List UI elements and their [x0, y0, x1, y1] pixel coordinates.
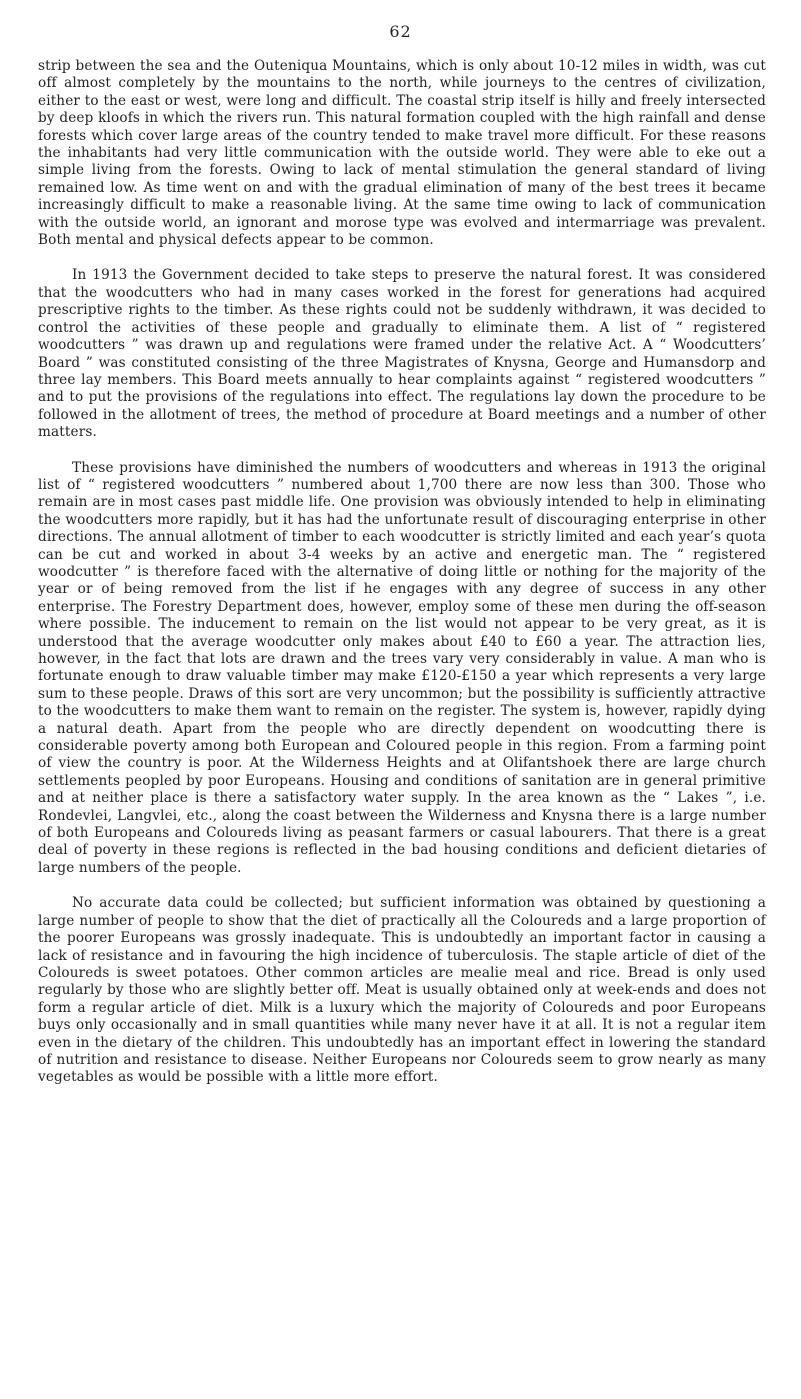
- paragraph-continuation: strip between the sea and the Outeniqua Mountains, which is only about 10-12 miles in width, was cut off almost completely by the mountains to the north, while journeys to the centres of civilization, either to the east or west, were long and difficult. The coastal strip itself is hilly and freely intersected by deep kloofs in which the rivers run. This natural formation coupled with the high rainfall and dense forests which cover large areas of the country tended to make travel more difficult. For these reasons the inhabitants had very little communication with the outside world. They were able to eke out a simple living from the forests. Owing to lack of mental stimulation the general standard of living remained low. As time went on and with the gradual elimination of many of the best trees it became increasingly difficult to make a reasonable living. At the same time owing to lack of communication with the outside world, an ignorant and morose type was evolved and intermarriage was prevalent. Both mental and physical defects appear to be common.: [38, 58, 766, 249]
- paragraph-diet: No accurate data could be collected; but sufficient information was obtained by questioning a large number of people to show that the diet of practically all the Coloureds and a large proportion of the poorer Europeans was grossly inadequate. This is undoubtedly an important factor in causing a lack of resistance and in favouring the high incidence of tuberculosis. The staple article of diet of the Coloureds is sweet potatoes. Other common articles are mealie meal and rice. Bread is only used regularly by those who are slightly better off. Meat is usually obtained only at week-ends and does not form a regular article of diet. Milk is a luxury which the majority of Coloureds and poor Europeans buys only occasionally and in small quantities while many never have it at all. It is not a regular item even in the dietary of the children. This undoubtedly has an important effect in lowering the standard of nutrition and resistance to disease. Neither Europeans nor Coloureds seem to grow nearly as many vegetables as would be possible with a little more effort.: [38, 895, 766, 1086]
- paragraph-woodcutter-provisions: These provisions have diminished the numbers of woodcutters and whereas in 1913 the original list of “ registered woodcutters ” numbered about 1,700 there are now less than 300. Those who remain are in most cases past middle life. One provision was obviously intended to help in eliminating the woodcutters more rapidly, but it has had the unfortunate result of discouraging enterprise in other directions. The annual allotment of timber to each woodcutter is strictly limited and each year’s quota can be cut and worked in about 3-4 weeks by an active and energetic man. The “ registered woodcutter ” is therefore faced with the alternative of doing little or nothing for the majority of the year or of being removed from the list if he engages with any degree of success in any other enterprise. The Forestry Department does, however, employ some of these men during the off-season where possible. The inducement to remain on the list would not appear to be very great, as it is understood that the average woodcutter only makes about £40 to £60 a year. The attraction lies, however, in the fact that lots are drawn and the trees vary very considerably in value. A man who is fortunate enough to draw valuable timber may make £120-£150 a year which represents a very large sum to these people. Draws of this sort are very uncommon; but the possibility is sufficiently attractive to the woodcutters to make them want to remain on the register. The system is, however, rapidly dying a natural death. Apart from the people who are directly dependent on woodcutting there is considerable poverty among both European and Coloured people in this region. From a farming point of view the country is poor. At the Wilderness Heights and at Olifantshoek there are large church settlements peopled by poor Europeans. Housing and conditions of sanitation are in general primitive and at neither place is there a satisfactory water supply. In the area known as the “ Lakes ”, i.e. Rondevlei, Langvlei, etc., along the coast between the Wilderness and Knysna there is a large number of both Europeans and Coloureds living as peasant farmers or casual labourers. That there is a great deal of poverty in these regions is reflected in the bad housing conditions and deficient dietaries of large numbers of the people.: [38, 459, 766, 876]
- paragraph-forest-preservation: In 1913 the Government decided to take steps to preserve the natural forest. It was considered that the woodcutters who had in many cases worked in the forest for generations had acquired prescriptive rights to the timber. As these rights could not be suddenly withdrawn, it was decided to control the activities of these people and gradually to eliminate them. A list of “ registered woodcutters ” was drawn up and regulations were framed under the relative Act. A “ Woodcutters’ Board ” was constituted consisting of the three Magistrates of Knysna, George and Humansdorp and three lay members. This Board meets annually to hear complaints against “ registered woodcutters ” and to put the provisions of the regulations into effect. The regulations lay down the procedure to be followed in the allotment of trees, the method of procedure at Board meetings and a number of other matters.: [38, 267, 766, 441]
- body-text: [38, 58, 766, 1087]
- page-number: 62: [389, 22, 412, 41]
